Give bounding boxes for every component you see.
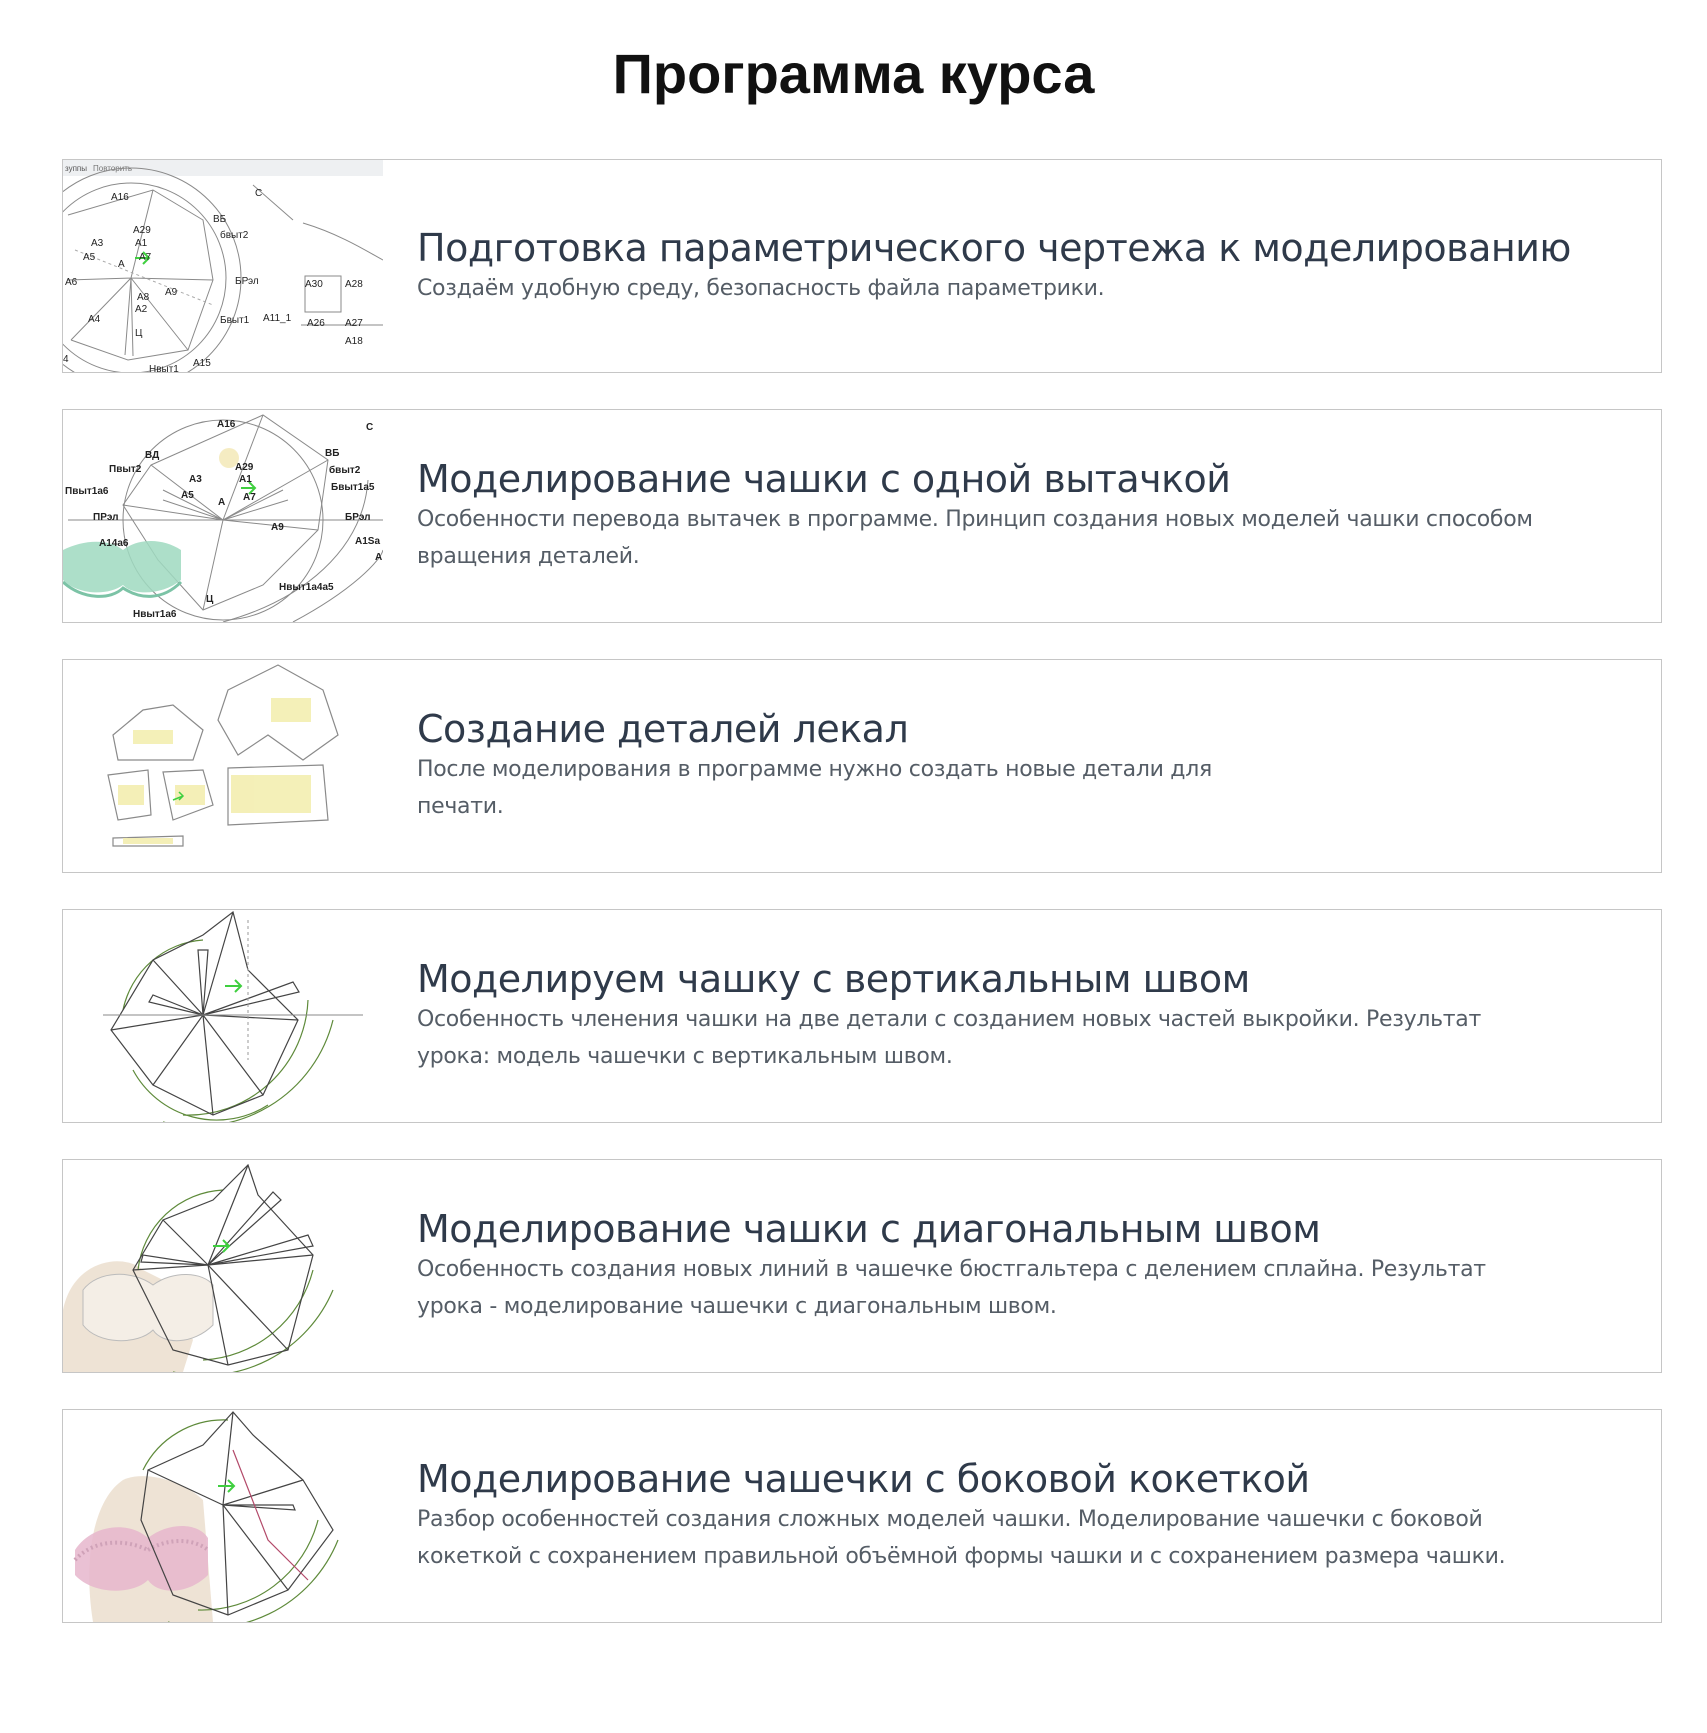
- label: A14а6: [99, 538, 129, 549]
- lesson-thumbnail-single-dart-cup: [63, 410, 383, 622]
- label: A16: [111, 192, 129, 203]
- label: A1: [135, 238, 148, 249]
- lesson-description: Особенности перевода вытачек в программе. Принцип создания новых моделей чашки способом вращения деталей.: [417, 507, 1533, 569]
- diagonal-seam-cup-image: [63, 1160, 383, 1372]
- lesson-description: Особенность членения чашки на две детали с созданием новых частей выкройки. Результат урока: модель чашечки с вертикальным швом.: [417, 1007, 1481, 1069]
- label: A26: [307, 318, 325, 329]
- lesson-title[interactable]: Создание деталей лекал: [417, 707, 909, 751]
- label: A: [218, 497, 226, 508]
- label: Нвыт1а6: [133, 609, 177, 620]
- vertical-seam-cup-image: [63, 910, 383, 1122]
- label: A18: [345, 336, 363, 347]
- label: Ц: [135, 328, 143, 339]
- label: A9: [271, 522, 284, 533]
- lesson-text: [417, 910, 1541, 1122]
- label: Бвыт1а5: [331, 482, 375, 493]
- label: Нвыт1: [149, 364, 179, 372]
- lesson-list: [62, 159, 1662, 1623]
- lesson-thumbnail-pattern-pieces: [63, 660, 383, 872]
- label: A16: [217, 419, 236, 430]
- label: A1: [239, 474, 252, 485]
- label: A: [375, 552, 383, 563]
- label: Бвыт1: [220, 315, 250, 326]
- lesson-text: [417, 1160, 1541, 1372]
- lesson-title[interactable]: Подготовка параметрического чертежа к моделированию: [417, 225, 1571, 270]
- label: A27: [345, 318, 363, 329]
- label: C: [255, 188, 263, 199]
- label: A15: [193, 358, 211, 369]
- label: ПРэл: [93, 512, 119, 523]
- lesson-description: После моделирования в программе нужно создать новые детали для печати.: [417, 757, 1212, 819]
- label: Пвыт1а6: [65, 486, 109, 497]
- pattern-pieces-image: [63, 660, 383, 872]
- lesson-text: [417, 660, 1541, 872]
- lesson-title[interactable]: Моделирование чашки с одной вытачкой: [417, 457, 1231, 501]
- label: A9: [165, 287, 178, 298]
- label: A5: [181, 490, 194, 501]
- lesson-thumbnail-side-yoke-cup: [63, 1410, 383, 1622]
- label: ВБ: [213, 214, 227, 225]
- label: A7: [139, 252, 152, 263]
- lesson-card[interactable]: [62, 409, 1662, 623]
- label: A28: [345, 279, 363, 290]
- lesson-card[interactable]: [62, 659, 1662, 873]
- label: ВД: [145, 450, 160, 461]
- page-title: Программа курса: [612, 42, 1095, 105]
- parametric-drawing-image: [63, 160, 383, 372]
- label: A1Sa: [355, 536, 381, 547]
- label: A30: [305, 279, 323, 290]
- lesson-description: Создаём удобную среду, безопасность файла параметрики.: [417, 275, 1105, 301]
- label: C: [366, 422, 374, 433]
- label: A3: [91, 238, 104, 249]
- lesson-text: [417, 1410, 1541, 1622]
- label: A29: [133, 225, 151, 236]
- label: бвыт2: [329, 465, 361, 476]
- label: A3: [189, 474, 202, 485]
- label: A8: [137, 292, 150, 303]
- lesson-text: [417, 410, 1541, 622]
- label: БРэл: [235, 276, 259, 287]
- label: Ц: [206, 594, 214, 605]
- lesson-title[interactable]: Моделирование чашки с диагональным швом: [417, 1207, 1321, 1251]
- lesson-thumbnail-diagonal-seam-cup: [63, 1160, 383, 1372]
- lesson-card[interactable]: [62, 1409, 1662, 1623]
- lesson-card[interactable]: [62, 1159, 1662, 1373]
- label: A2: [135, 304, 148, 315]
- lesson-title[interactable]: Моделирование чашечки с боковой кокеткой: [417, 1457, 1310, 1501]
- lesson-description: Разбор особенностей создания сложных моделей чашки. Моделирование чашечки с боковой кокеткой с сохранением правильной объёмной формы чашки и с сохранением размера чашки.: [417, 1507, 1506, 1569]
- lesson-thumbnail-vertical-seam-cup: [63, 910, 383, 1122]
- single-dart-cup-image: [63, 410, 383, 622]
- label: БРэл: [345, 512, 371, 523]
- label: ВБ: [325, 448, 340, 459]
- label: A7: [243, 492, 256, 503]
- label: A11_1: [263, 313, 292, 324]
- toolbar-redo: Повторить: [93, 164, 133, 173]
- label: A4: [88, 314, 101, 325]
- label: A29: [235, 462, 254, 473]
- lesson-thumbnail-parametric-drawing: [63, 160, 383, 372]
- toolbar-groups: зуппы: [65, 164, 87, 173]
- label: 4: [63, 354, 69, 365]
- label: A5: [83, 252, 96, 263]
- label: A: [118, 259, 125, 270]
- label: бвыт2: [220, 230, 249, 241]
- lesson-card[interactable]: [62, 909, 1662, 1123]
- lesson-title[interactable]: Моделируем чашку с вертикальным швом: [417, 957, 1250, 1001]
- label: Нвыт1а4а5: [279, 582, 334, 593]
- label: A6: [65, 277, 78, 288]
- label: Пвыт2: [109, 464, 142, 475]
- side-yoke-cup-image: [63, 1410, 383, 1622]
- lesson-description: Особенность создания новых линий в чашечке бюстгальтера с делением сплайна. Результат урока - моделирование чашечки с диагональным швом.: [417, 1257, 1486, 1319]
- lesson-card[interactable]: [62, 159, 1662, 373]
- lesson-text: [417, 160, 1571, 372]
